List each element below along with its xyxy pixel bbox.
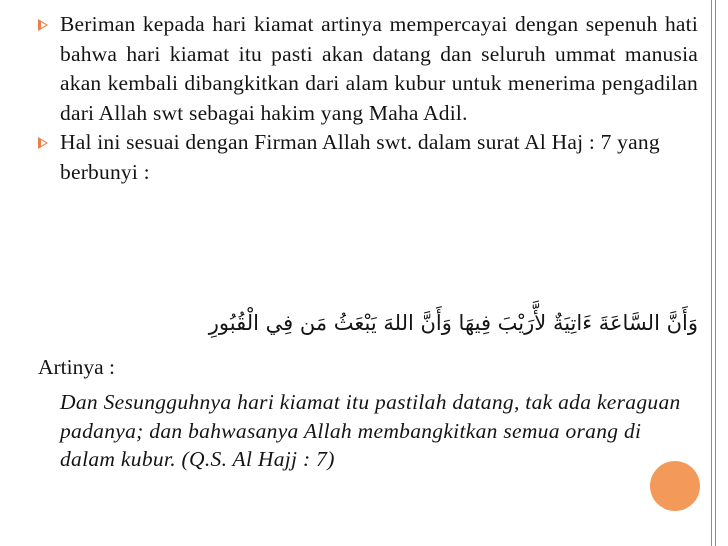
decorative-rule-line: [711, 0, 712, 546]
bullet-arrow-icon: [38, 137, 48, 149]
decorative-rule-line: [715, 0, 716, 546]
slide-nav-circle-button[interactable]: [650, 461, 700, 511]
bullet-text: Hal ini sesuai dengan Firman Allah swt. dalam surat Al Haj : 7 yang berbunyi :: [60, 130, 660, 184]
bullet-item: [38, 10, 698, 128]
translation-label: Artinya :: [38, 355, 116, 379]
bullet-arrow-icon: [38, 19, 48, 31]
slide-content: [38, 10, 698, 188]
bullet-text: Beriman kepada hari kiamat artinya mempercayai dengan sepenuh hati bahwa hari kiamat itu pasti akan datang dan seluruh ummat manusia akan kembali dibangkitkan dari alam kubur untuk menerima pengadilan dari Allah swt sebagai hakim yang Maha Adil.: [60, 12, 698, 125]
bullet-item: [38, 128, 698, 187]
arabic-verse: وَأَنَّ السَّاعَةَ ءَاتِيَةٌ لأَّرَيْبَ فِيهَا وَأَنَّ اللهَ يَبْعَثُ مَن فِي الْقُبُورِ: [208, 311, 698, 335]
verse-translation: Dan Sesungguhnya hari kiamat itu pastilah datang, tak ada keraguan padanya; dan bahwasanya Allah membangkitkan semua orang di dalam kubur. (Q.S. Al Hajj : 7): [60, 390, 681, 471]
